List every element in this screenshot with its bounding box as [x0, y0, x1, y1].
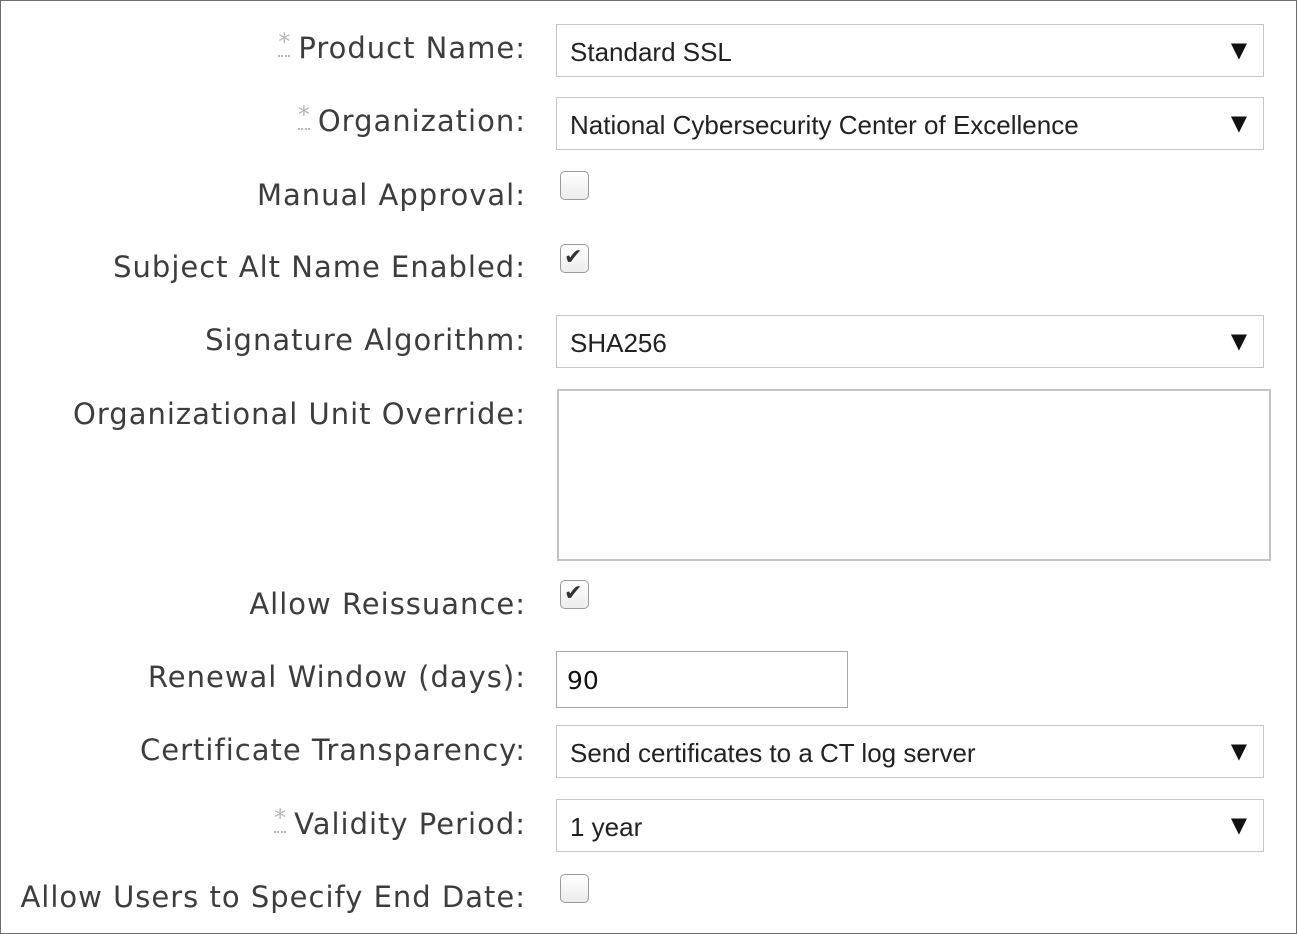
organization-label: [298, 103, 526, 139]
signature-algorithm-select[interactable]: [556, 315, 1264, 368]
ou-override-label: Organizational Unit Override:: [73, 397, 526, 431]
dropdown-arrow-icon: ▼: [1230, 813, 1247, 837]
signature-algorithm-label: Signature Algorithm:: [205, 323, 526, 357]
organization-label-text: Organization:: [317, 104, 526, 138]
certificate-transparency-select[interactable]: [556, 725, 1264, 778]
ou-override-textarea[interactable]: [557, 389, 1271, 561]
allow-end-date-label: Allow Users to Specify End Date:: [20, 880, 526, 914]
renewal-window-label: Renewal Window (days):: [147, 660, 526, 694]
certificate-transparency-label: Certificate Transparency:: [140, 733, 526, 767]
renewal-window-input[interactable]: [556, 651, 848, 708]
required-asterisk-icon: *: [278, 28, 291, 56]
product-name-selected-value: Standard SSL: [570, 37, 732, 67]
subject-alt-name-label: Subject Alt Name Enabled:: [113, 250, 526, 284]
dropdown-arrow-icon: ▼: [1230, 38, 1247, 62]
product-name-select[interactable]: [556, 24, 1264, 77]
certificate-transparency-selected-value: Send certificates to a CT log server: [570, 738, 976, 768]
signature-algorithm-selected-value: SHA256: [570, 328, 667, 358]
allow-reissuance-checkbox[interactable]: [560, 580, 589, 609]
required-asterisk-icon: *: [297, 101, 310, 129]
validity-period-label-text: Validity Period:: [294, 807, 526, 841]
organization-selected-value: National Cybersecurity Center of Excellence: [570, 110, 1079, 140]
validity-period-selected-value: 1 year: [570, 812, 643, 842]
dropdown-arrow-icon: ▼: [1230, 111, 1247, 135]
checkmark-icon: ✔: [564, 581, 583, 606]
product-name-label-text: Product Name:: [298, 31, 526, 65]
validity-period-label: [274, 806, 526, 842]
required-asterisk-icon: *: [274, 804, 287, 832]
validity-period-select[interactable]: [556, 799, 1264, 852]
renewal-window-value: 90: [567, 666, 599, 695]
product-name-label: [278, 30, 526, 66]
organization-select[interactable]: [556, 97, 1264, 150]
allow-end-date-checkbox[interactable]: [560, 874, 589, 903]
manual-approval-checkbox[interactable]: [560, 171, 589, 200]
allow-reissuance-label: Allow Reissuance:: [249, 587, 526, 621]
subject-alt-name-checkbox[interactable]: [560, 244, 589, 273]
dropdown-arrow-icon: ▼: [1230, 329, 1247, 353]
manual-approval-label: Manual Approval:: [256, 178, 526, 212]
checkmark-icon: ✔: [564, 245, 583, 270]
dropdown-arrow-icon: ▼: [1230, 739, 1247, 763]
